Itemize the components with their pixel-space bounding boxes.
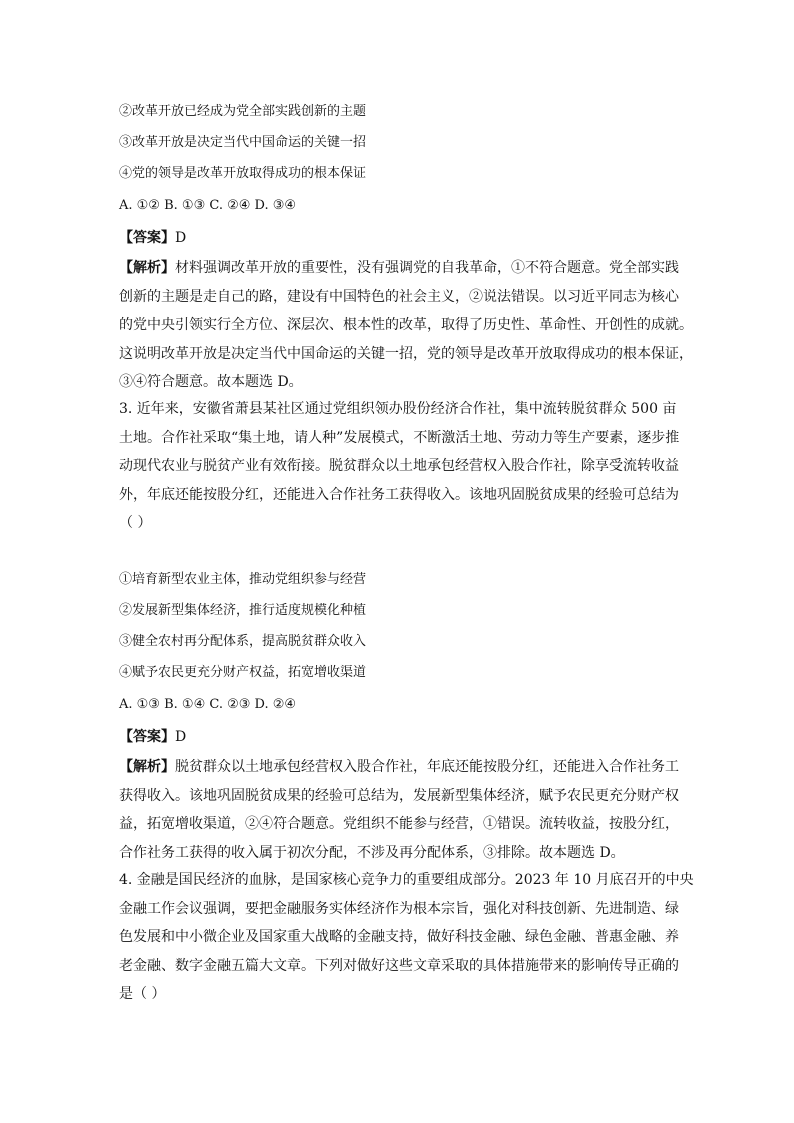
q3-statement-1: ①培育新型农业主体，推动党组织参与经营	[119, 572, 367, 587]
analysis-tag: 【解析】	[119, 260, 175, 276]
q3-answer: D	[175, 729, 187, 745]
q3-choices: A. ①③ B. ①④ C. ②③ D. ②④	[119, 697, 297, 712]
answer-tag: 【答案】	[119, 230, 175, 246]
q2-analysis-line: 这说明改革开放是决定当代中国命运的关键一招，党的领导是改革开放取得成功的根本保证，	[119, 345, 693, 362]
q3-stem-line: （ ）	[119, 515, 152, 531]
q2-analysis-line: 创新的主题是走自己的路，建设有中国特色的社会主义，②说法错误。以习近平同志为核心	[119, 288, 679, 305]
q4-stem-line: 是（ ）	[119, 986, 166, 1002]
q3-analysis	[119, 753, 684, 867]
q2-choices: A. ①② B. ①③ C. ②④ D. ③④	[119, 198, 297, 213]
q2-analysis-line: 的党中央引领实行全方位、深层次、根本性的改革，取得了历史性、革命性、开创性的成就。	[119, 317, 693, 333]
q3-analysis-line: 获得收入。该地巩固脱贫成果的经验可总结为，发展新型集体经济，赋予农民更充分财产权	[119, 787, 679, 804]
q2-statement-4: ④党的领导是改革开放取得成功的根本保证	[119, 166, 367, 181]
q3-stem-line: 动现代农业与脱贫产业有效衔接。脱贫群众以土地承包经营权入股合作社，除享受流转收益	[119, 458, 679, 474]
q3-statement-2: ②发展新型集体经济，推行适度规模化种植	[119, 603, 367, 618]
answer-tag: 【答案】	[119, 729, 175, 745]
q2-analysis-line: ③④符合题意。故本题选 D。	[119, 374, 303, 390]
analysis-tag: 【解析】	[119, 759, 175, 775]
q2-analysis	[119, 254, 693, 397]
q2-analysis-line: 【解析】材料强调改革开放的重要性，没有强调党的自我革命，①不符合题意。党全部实践	[119, 260, 679, 276]
q3-stem-line: 3. 近年来，安徽省萧县某社区通过党组织领办股份经济合作社，集中流转脱贫群众 500 亩	[119, 401, 677, 417]
q3-stem-line: 外，年底还能按股分红，还能进入合作社务工获得收入。该地巩固脱贫成果的经验可总结为	[119, 486, 679, 503]
q3-statement-4: ④赋予农民更充分财产权益，拓宽增收渠道	[119, 665, 367, 680]
q4-stem	[119, 866, 694, 1009]
q2-answer-line	[119, 228, 186, 248]
q2-statement-3: ③改革开放是决定当代中国命运的关键一招	[119, 135, 367, 150]
q3-analysis-line: 合作社务工获得的收入属于初次分配，不涉及再分配体系，③排除。故本题选 D。	[119, 844, 625, 861]
q3-analysis-line: 益，拓宽增收渠道，②④符合题意。党组织不能参与经营，①错误。流转收益，按股分红，	[119, 816, 679, 832]
q3-stem-line: 土地。合作社采取“集土地，请人种”发展模式，不断激活土地、劳动力等生产要素，逐步推	[119, 429, 680, 446]
q3-statement-3: ③健全农村再分配体系，提高脱贫群众收入	[119, 634, 367, 649]
q4-stem-line: 4. 金融是国民经济的血脉，是国家核心竞争力的重要组成部分。2023 年 10 月底召开的中央	[119, 872, 694, 888]
q3-analysis-line: 【解析】脱贫群众以土地承包经营权入股合作社，年底还能按股分红，还能进入合作社务工	[119, 759, 679, 775]
q2-answer: D	[175, 230, 187, 246]
q2-statement-2: ②改革开放已经成为党全部实践创新的主题	[119, 104, 367, 119]
q4-stem-line: 色发展和中小微企业及国家重大战略的金融支持，做好科技金融、绿色金融、普惠金融、养	[119, 929, 679, 945]
q3-stem	[119, 395, 684, 538]
q3-answer-line	[119, 727, 186, 747]
q4-stem-line: 金融工作会议强调，要把金融服务实体经济作为根本宗旨，强化对科技创新、先进制造、绿	[119, 900, 679, 917]
q4-stem-line: 老金融、数字金融五篇大文章。下列对做好这些文章采取的具体措施带来的影响传导正确的	[119, 957, 679, 974]
